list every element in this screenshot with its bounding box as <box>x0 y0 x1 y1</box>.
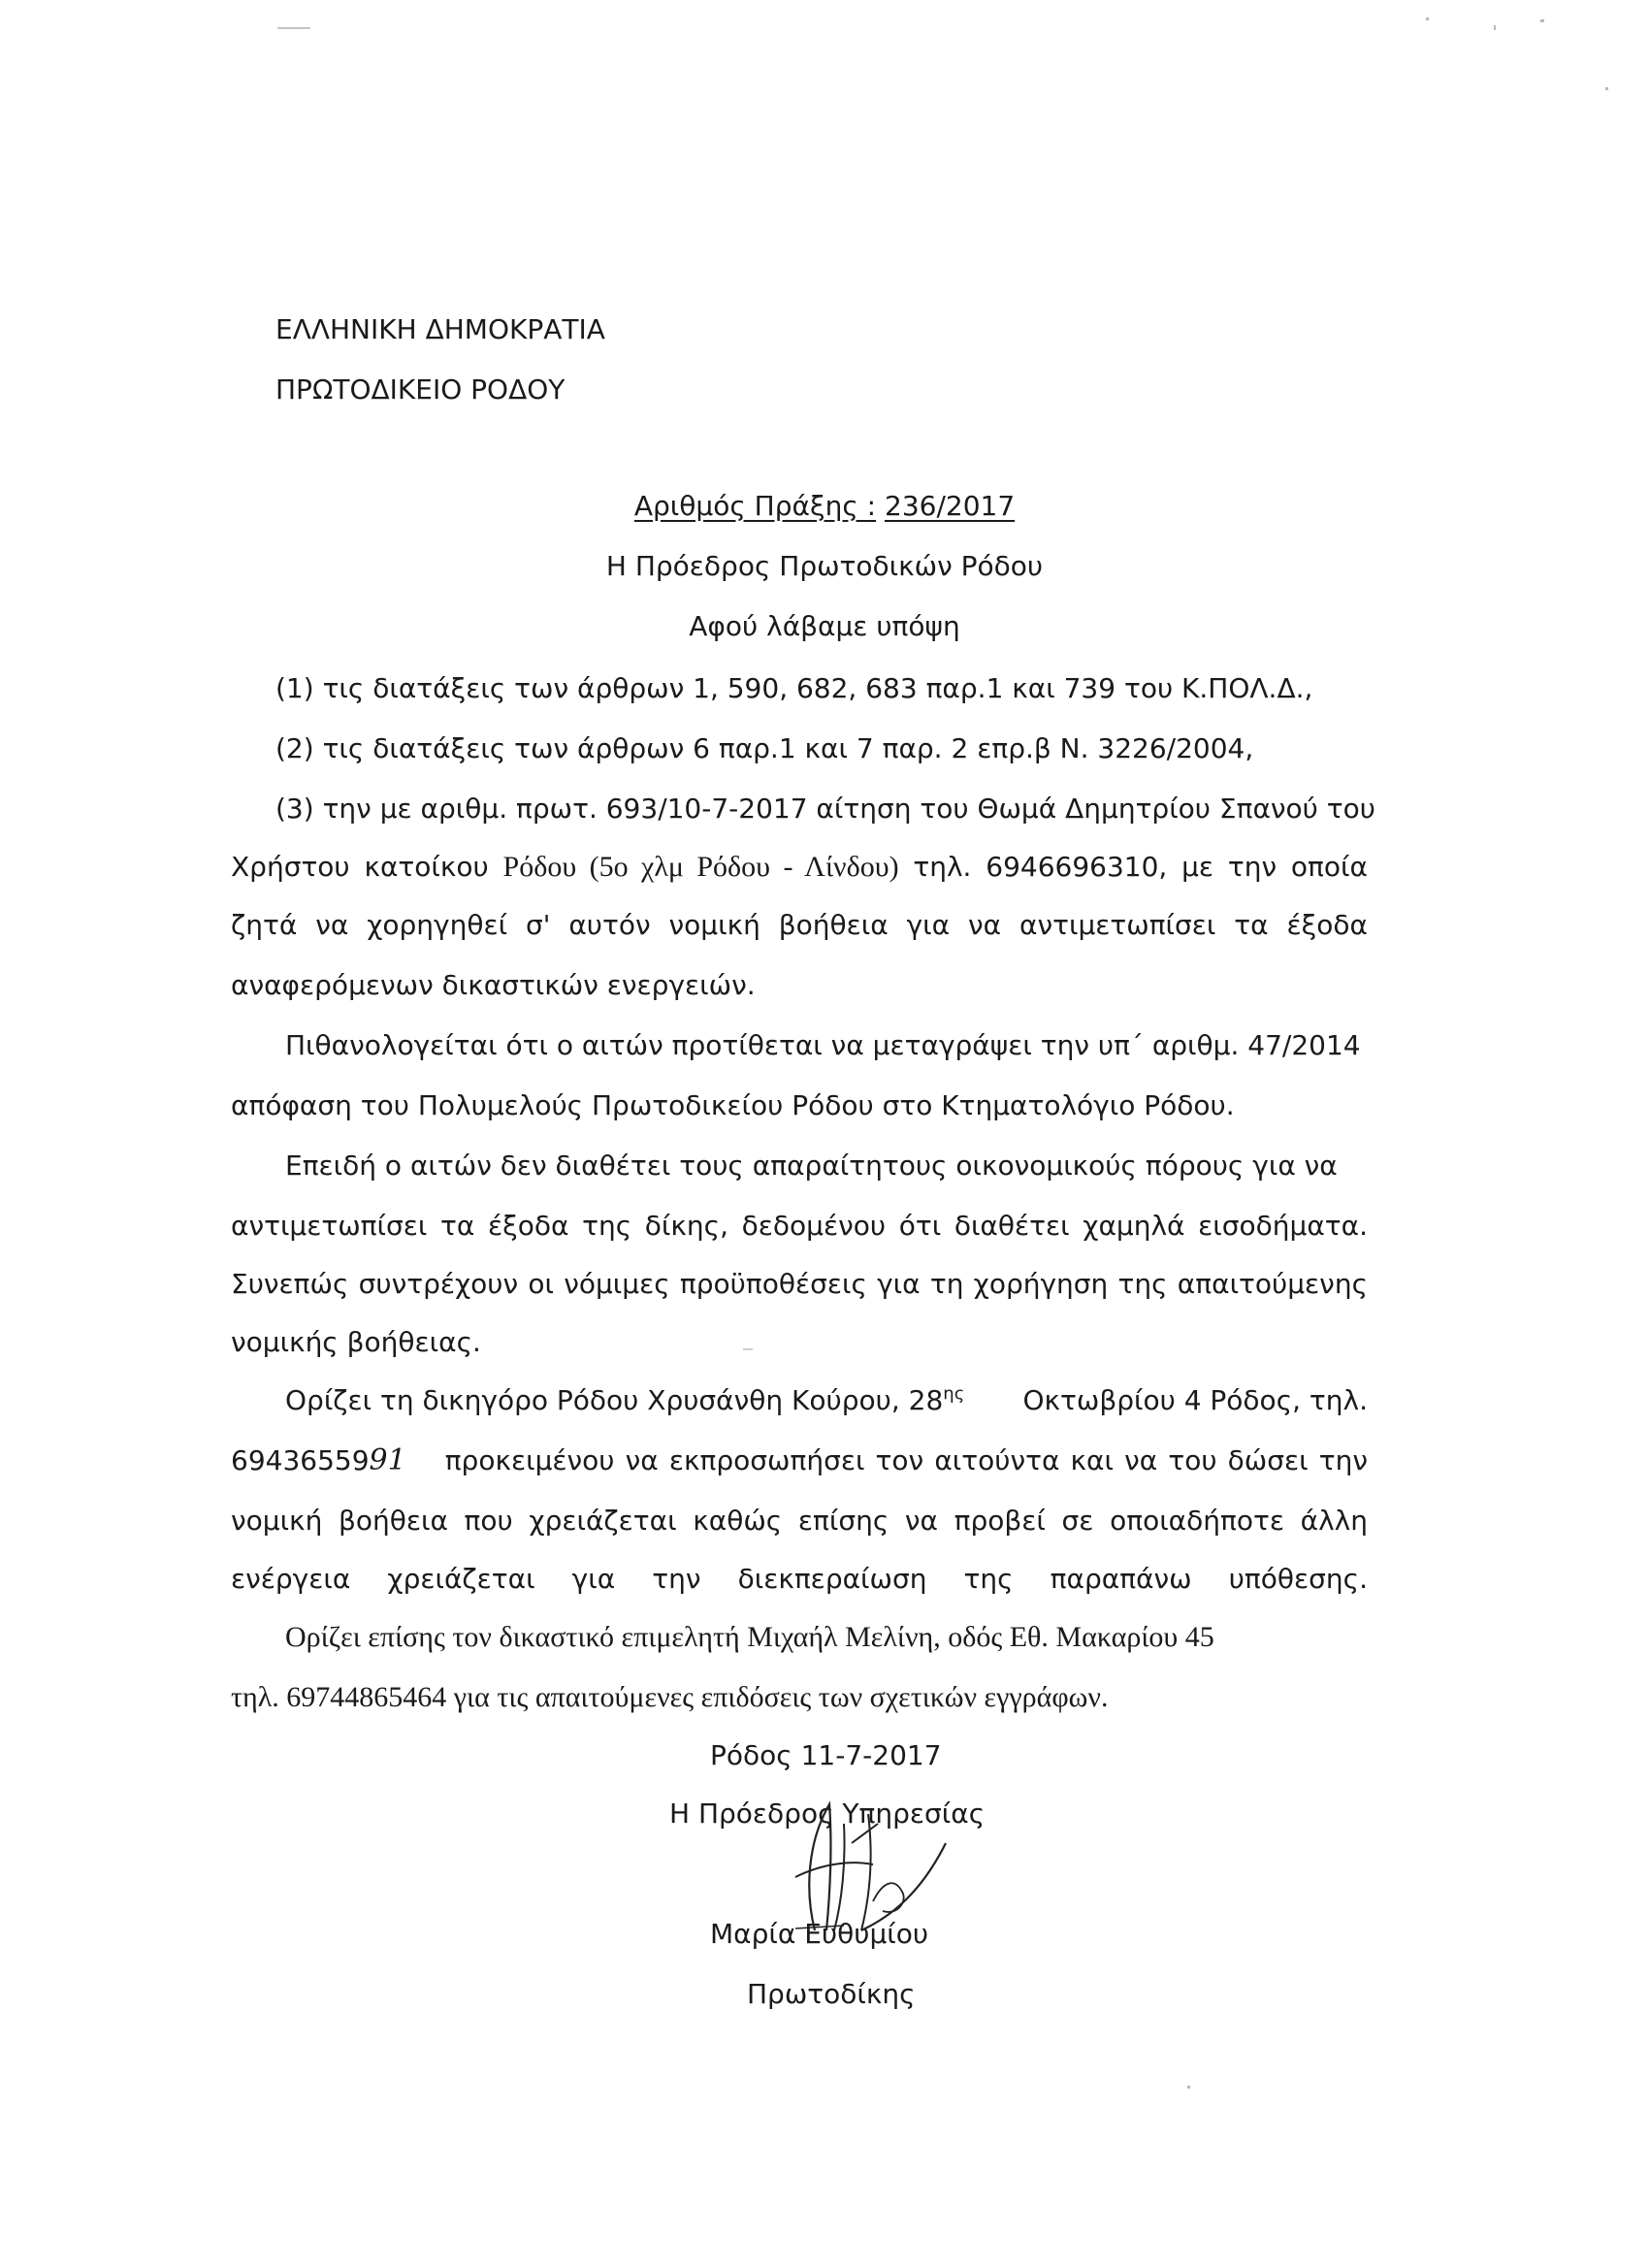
issuer-line: Η Πρόεδρος Πρωτοδικών Ρόδου <box>605 550 1044 582</box>
para-3-line-3: νομική βοήθεια που χρειάζεται καθώς επίσης να προβεί σε οποιαδήποτε άλλη <box>231 1505 1368 1537</box>
scan-speck <box>1426 17 1429 20</box>
act-number-label: Αριθμός Πράξης : <box>633 490 877 522</box>
scan-speck <box>277 27 310 29</box>
item-3-line-3: ζητά να χορηγηθεί σ' αυτόν νομική βοήθεια για να αντιμετωπίσει τα έξοδα <box>231 909 1368 941</box>
para-2-line-3: Συνεπώς συντρέχουν οι νόμιμες προϋποθέσεις για τη χορήγηση της απαιτούμενης <box>231 1268 1368 1300</box>
signatory-name: Μαρία Ευθυμίου <box>710 1918 929 1950</box>
para-2-line-4: νομικής βοήθειας. <box>231 1326 481 1358</box>
para-3-line-2-rest: προκειμένου να εκπροσωπήσει τον αιτούντα και να του δώσει την <box>444 1444 1368 1476</box>
header-line-1: ΕΛΛΗΝΙΚΗ ΔΗΜΟΚΡΑΤΙΑ <box>275 313 605 345</box>
header-line-2: ΠΡΩΤΟΔΙΚΕΙΟ ΡΟΔΟΥ <box>275 373 566 405</box>
para-3-line-1-a <box>285 1383 964 1418</box>
considering-line: Αφού λάβαμε υπόψη <box>689 610 960 642</box>
act-number-line <box>0 489 1649 524</box>
place-date: Ρόδος 11-7-2017 <box>710 1739 942 1771</box>
phone-handwritten: 91 <box>369 1443 406 1477</box>
item-2: (2) τις διατάξεις των άρθρων 6 παρ.1 και 7 παρ. 2 επρ.β Ν. 3226/2004, <box>275 732 1254 764</box>
para-4-line-2: τηλ. 69744865464 για τις απαιτούμενες επιδόσεις των σχετικών εγγράφων. <box>231 1681 1109 1713</box>
act-number-value: 236/2017 <box>885 490 1016 522</box>
signatory-title: Πρωτοδίκης <box>747 1978 916 2010</box>
para-2-line-1: Επειδή ο αιτών δεν διαθέτει τους απαραίτητους οικονομικούς πόρους για να <box>285 1150 1338 1182</box>
item-3-text-a: Χρήστου κατοίκου <box>231 851 489 883</box>
para-4-line-1: Ορίζει επίσης τον δικαστικό επιμελητή Μιχαήλ Μελίνη, οδός Εθ. Μακαρίου 45 <box>285 1621 1214 1653</box>
para-3-line-2 <box>231 1443 1368 1478</box>
scan-speck <box>1540 19 1544 22</box>
scan-speck <box>1187 2086 1190 2089</box>
para-3-line-1 <box>285 1383 1368 1418</box>
signatory-role: Η Πρόεδρος Υπηρεσίας <box>669 1798 986 1830</box>
para-3-line-1-b: Οκτωβρίου 4 Ρόδος, τηλ. <box>1022 1384 1368 1416</box>
item-3-line-4: αναφερόμενων δικαστικών ενεργειών. <box>231 969 756 1001</box>
scan-speck <box>1605 87 1608 90</box>
lawyer-text: Ορίζει τη δικηγόρο Ρόδου Χρυσάνθη Κούρου, 28 <box>285 1384 944 1416</box>
handwritten-signature <box>737 1785 970 1950</box>
scan-speck <box>743 1348 753 1350</box>
phone-typed: 69436559 <box>231 1444 370 1476</box>
para-1-line-1: Πιθανολογείται ότι ο αιτών προτίθεται να μεταγράψει την υπ΄ αριθμ. 47/2014 <box>285 1029 1361 1061</box>
para-3-line-4: ενέργεια χρειάζεται για την διεκπεραίωση της παραπάνω υπόθεσης. <box>231 1563 1368 1595</box>
para-2-line-2: αντιμετωπίσει τα έξοδα της δίκης, δεδομένου ότι διαθέτει χαμηλά εισοδήματα. <box>231 1210 1368 1242</box>
item-3-text-c: τηλ. 6946696310, με την οποία <box>913 851 1368 883</box>
scan-speck <box>1494 25 1496 30</box>
item-3-line-1: (3) την με αριθμ. πρωτ. 693/10-7-2017 αίτηση του Θωμά Δημητρίου Σπανού του <box>275 793 1375 825</box>
ordinal-suffix: ης <box>943 1383 965 1405</box>
item-1: (1) τις διατάξεις των άρθρων 1, 590, 682, 683 παρ.1 και 739 του Κ.ΠΟΛ.Δ., <box>275 672 1313 704</box>
item-3-line-2 <box>231 850 1368 885</box>
para-1-line-2: απόφαση του Πολυμελούς Πρωτοδικείου Ρόδου στο Κτηματολόγιο Ρόδου. <box>231 1089 1235 1121</box>
item-3-address: Ρόδου (5ο χλμ Ρόδου - Λίνδου) <box>502 851 899 883</box>
lawyer-phone <box>231 1443 406 1478</box>
